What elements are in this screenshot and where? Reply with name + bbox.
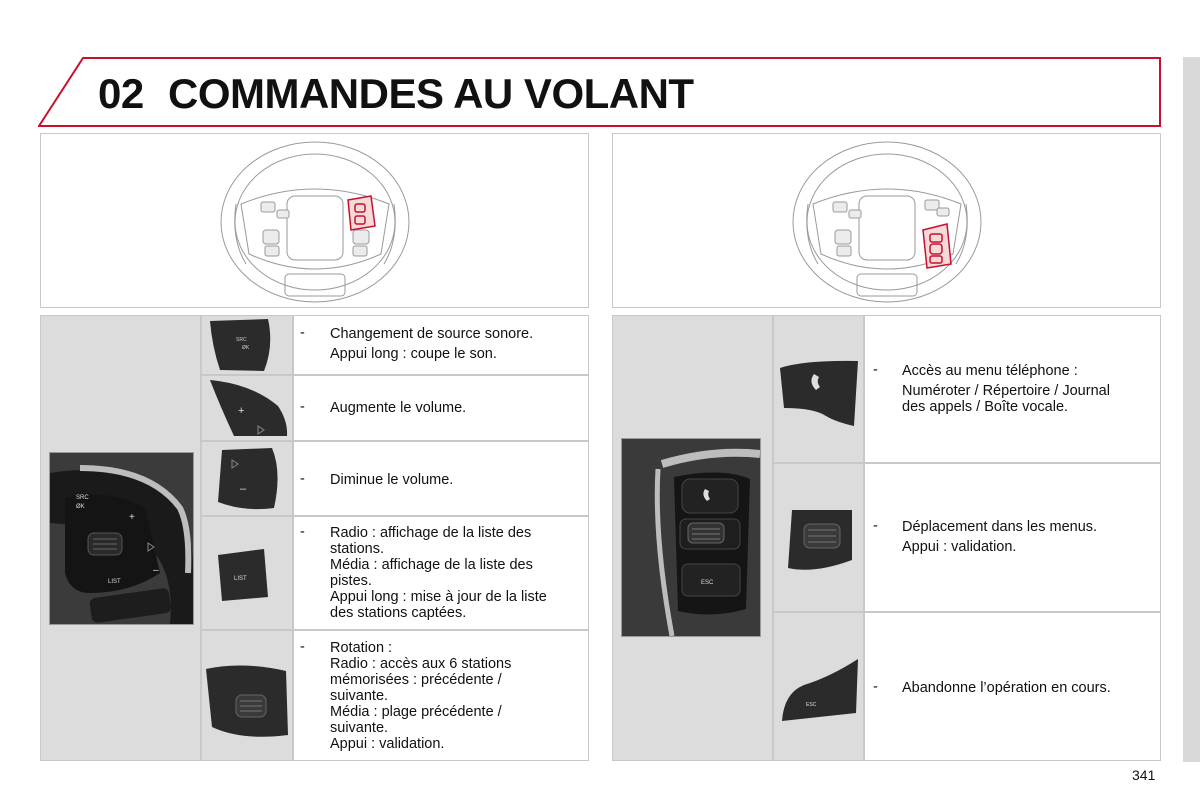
bullet-dash: - <box>300 471 305 487</box>
bullet-dash: - <box>300 399 305 415</box>
esc-button-icon <box>774 613 863 760</box>
row-4-line-3: Média : affichage de la liste des <box>330 557 533 573</box>
row-2-line-1: Augmente le volume. <box>330 400 467 416</box>
row-4-line-5: Appui long : mise à jour de la liste <box>330 589 547 605</box>
right-row-1-icon-cell <box>773 315 864 463</box>
bullet-dash: - <box>300 639 305 655</box>
right-row-3-line-1: Abandonne l’opération en cours. <box>902 680 1111 696</box>
row-4-line-1: Radio : affichage de la liste des <box>330 525 532 541</box>
row-5-line-4: suivante. <box>330 688 389 704</box>
right-controls-photo <box>621 438 761 637</box>
row-4-line-4: pistes. <box>330 573 372 589</box>
row-5-line-2: Radio : accès aux 6 stations <box>330 656 512 672</box>
left-row-4-icon-cell <box>201 516 293 630</box>
left-row-5-description <box>293 630 589 761</box>
photo-label-esc: ESC <box>701 580 714 586</box>
row-5-line-1: Rotation : <box>330 640 393 656</box>
row-1-line-2: Appui long : coupe le son. <box>330 346 497 362</box>
steering-wheel-right-highlight-icon <box>613 134 1160 307</box>
row-5-line-6: suivante. <box>330 720 389 736</box>
row-5-line-3: mémorisées : précédente / <box>330 672 502 688</box>
photo-label-minus: – <box>153 565 159 576</box>
esc-key-label: ESC <box>806 702 817 708</box>
mute-key-label: ØK <box>242 345 250 351</box>
list-button-icon <box>202 517 292 629</box>
steering-wheel-left-highlight-icon <box>41 134 588 307</box>
right-wheel-illustration-panel <box>612 133 1161 308</box>
bullet-dash: - <box>300 325 305 341</box>
src-mute-button-icon <box>202 316 292 374</box>
phone-button-icon <box>774 316 863 462</box>
list-key-label: LIST <box>234 576 247 582</box>
left-row-1-description <box>293 315 589 375</box>
photo-label-list: LIST <box>108 579 121 585</box>
left-steering-controls-photo-icon <box>50 453 193 624</box>
right-row-2-line-2: Appui : validation. <box>902 539 1017 555</box>
chapter-number: 02 <box>98 70 144 117</box>
left-row-3-description <box>293 441 589 516</box>
left-wheel-illustration-panel <box>40 133 589 308</box>
right-row-1-line-2: Numéroter / Répertoire / Journal <box>902 383 1110 399</box>
left-row-3-icon-cell <box>201 441 293 516</box>
photo-label-src: SRC <box>76 495 89 501</box>
right-steering-controls-photo-icon <box>622 439 760 636</box>
bullet-dash: - <box>300 524 305 540</box>
right-row-2-icon-cell <box>773 463 864 612</box>
photo-label-mute: ØK <box>76 504 85 510</box>
right-row-1-description <box>864 315 1161 463</box>
photo-label-plus: + <box>129 512 135 523</box>
row-5-line-5: Média : plage précédente / <box>330 704 502 720</box>
right-row-1-line-3: des appels / Boîte vocale. <box>902 399 1069 415</box>
chapter-side-tab <box>1183 57 1200 762</box>
minus-key-label: – <box>240 483 247 495</box>
volume-down-button-icon <box>202 442 292 515</box>
row-3-line-1: Diminue le volume. <box>330 472 454 488</box>
left-row-5-icon-cell <box>201 630 293 761</box>
page-number: 341 <box>1132 767 1156 783</box>
row-1-line-1: Changement de source sonore. <box>330 326 534 342</box>
right-row-1-line-1: Accès au menu téléphone : <box>902 363 1078 379</box>
right-row-2-description <box>864 463 1161 612</box>
left-controls-photo <box>49 452 194 625</box>
chapter-title: COMMANDES AU VOLANT <box>168 70 694 117</box>
row-4-line-6: des stations captées. <box>330 605 467 621</box>
left-row-4-description <box>293 516 589 630</box>
right-row-3-description <box>864 612 1161 761</box>
src-key-label: SRC <box>236 337 247 343</box>
plus-key-label: + <box>238 405 245 417</box>
left-row-1-icon-cell <box>201 315 293 375</box>
left-row-2-icon-cell <box>201 375 293 441</box>
bullet-dash: - <box>873 679 878 695</box>
volume-up-button-icon <box>202 376 292 440</box>
rotary-wheel-icon <box>774 464 863 611</box>
left-row-2-description <box>293 375 589 441</box>
bullet-dash: - <box>873 362 878 378</box>
rotary-wheel-icon <box>202 631 292 760</box>
row-5-line-7: Appui : validation. <box>330 736 445 752</box>
bullet-dash: - <box>873 518 878 534</box>
right-row-2-line-1: Déplacement dans les menus. <box>902 519 1098 535</box>
row-4-line-2: stations. <box>330 541 384 557</box>
right-row-3-icon-cell <box>773 612 864 761</box>
